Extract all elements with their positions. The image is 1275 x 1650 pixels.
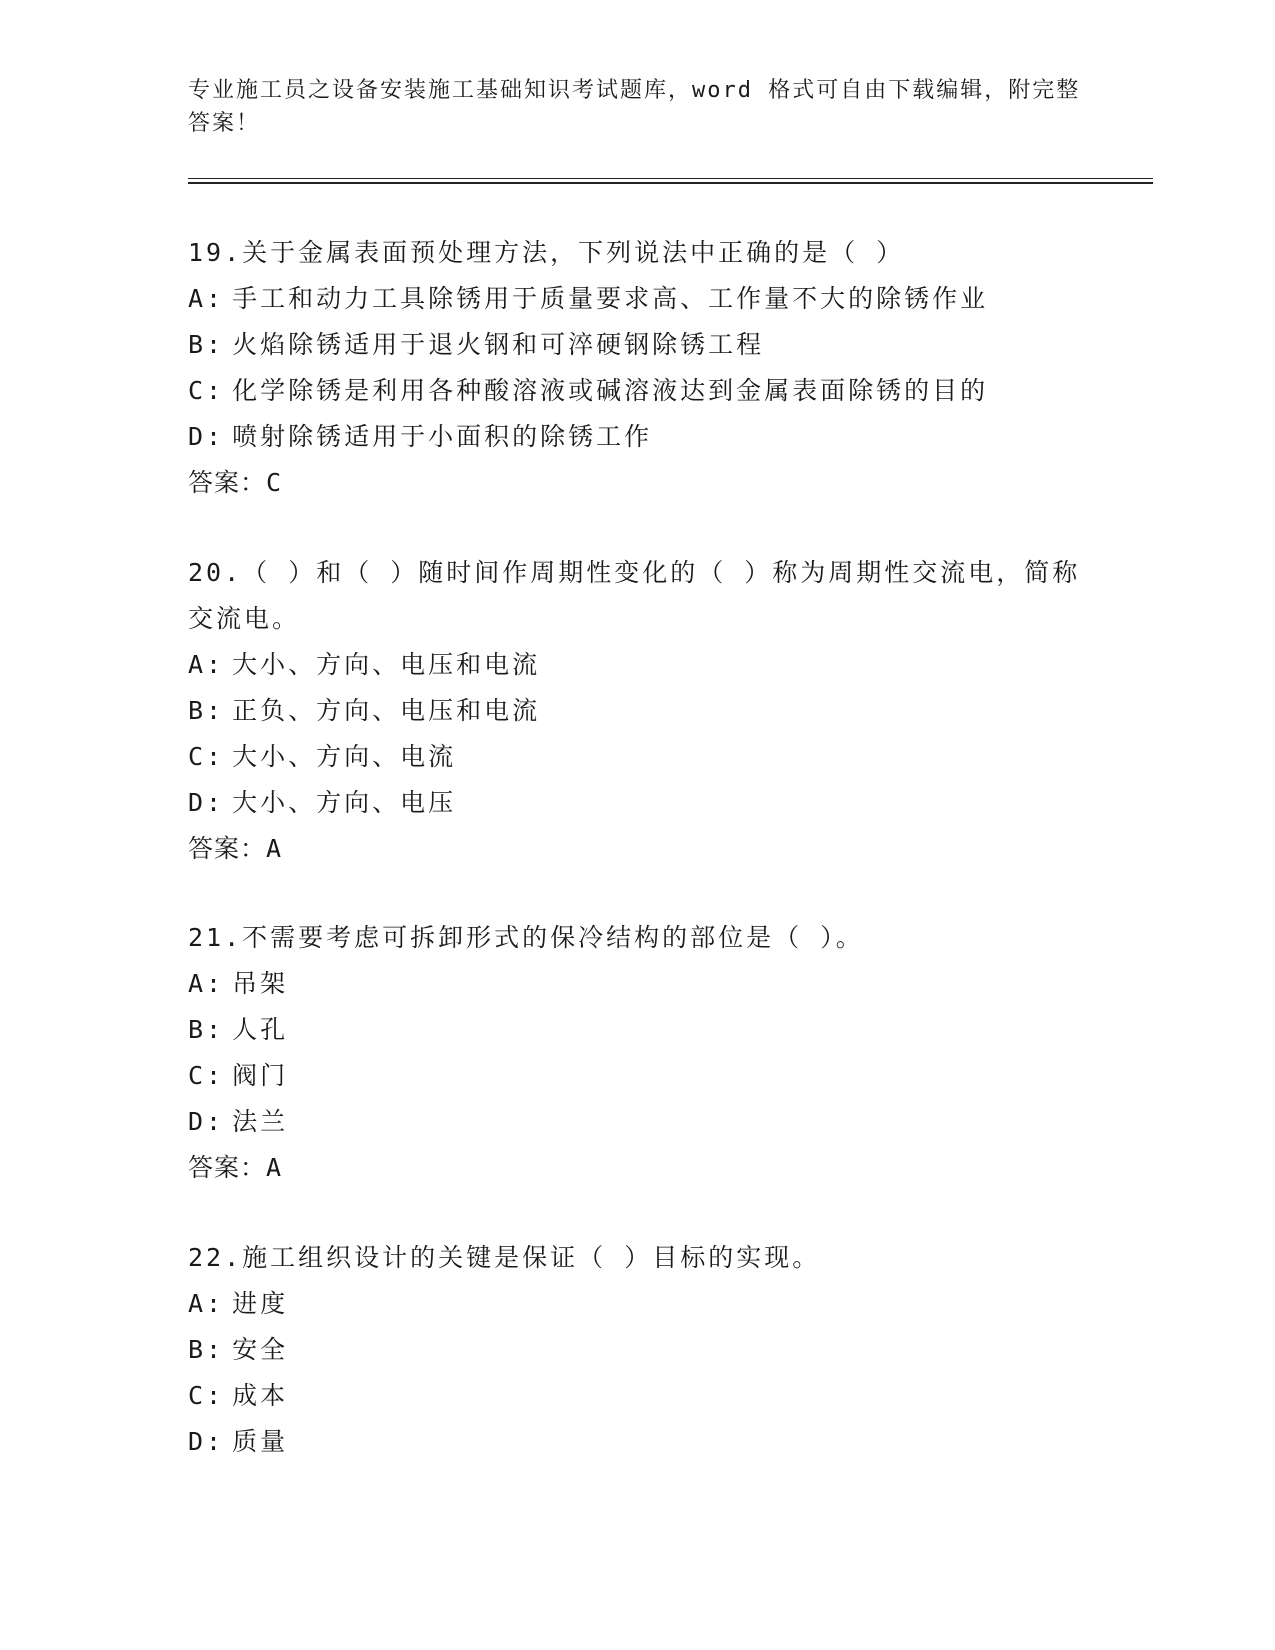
option-key: A: — [188, 969, 225, 998]
question-22 — [188, 1235, 1088, 1465]
option-d — [188, 414, 1088, 460]
option-c — [188, 1373, 1088, 1419]
option-text: 火焰除锈适用于退火钢和可淬硬钢除锈工程 — [232, 330, 765, 359]
option-d — [188, 780, 1088, 826]
option-text: 化学除锈是利用各种酸溶液或碱溶液达到金属表面除锈的目的 — [232, 376, 989, 405]
answer-line — [188, 826, 1088, 872]
question-21 — [188, 915, 1088, 1191]
option-key: B: — [188, 330, 225, 359]
option-text: 正负、方向、电压和电流 — [232, 696, 541, 725]
option-b — [188, 688, 1088, 734]
option-key: B: — [188, 696, 225, 725]
option-key: B: — [188, 1335, 225, 1364]
option-a — [188, 642, 1088, 688]
question-20 — [188, 550, 1088, 872]
option-key: C: — [188, 376, 225, 405]
answer-label: 答案： — [188, 1153, 267, 1182]
option-key: D: — [188, 422, 225, 451]
option-key: C: — [188, 1061, 225, 1090]
option-text: 手工和动力工具除锈用于质量要求高、工作量不大的除锈作业 — [232, 284, 989, 313]
option-text: 喷射除锈适用于小面积的除锈工作 — [232, 422, 653, 451]
option-text: 大小、方向、电压和电流 — [232, 650, 541, 679]
option-key: D: — [188, 788, 225, 817]
header-divider-thick — [188, 182, 1153, 184]
option-text: 人孔 — [232, 1015, 289, 1044]
document-header: 专业施工员之设备安装施工基础知识考试题库，word 格式可自由下载编辑，附完整答案！ — [188, 78, 1081, 136]
question-stem: 19.关于金属表面预处理方法，下列说法中正确的是（ ） — [188, 238, 905, 267]
answer-value: A — [266, 1153, 283, 1182]
question-stem: 22.施工组织设计的关键是保证（ ）目标的实现。 — [188, 1243, 821, 1272]
option-key: D: — [188, 1427, 225, 1456]
option-b — [188, 1327, 1088, 1373]
option-c — [188, 734, 1088, 780]
answer-value: A — [266, 834, 283, 863]
option-text: 成本 — [232, 1381, 289, 1410]
option-text: 法兰 — [232, 1107, 289, 1136]
option-text: 吊架 — [232, 969, 289, 998]
question-stem: 21.不需要考虑可拆卸形式的保冷结构的部位是（ ）。 — [188, 923, 864, 952]
option-key: A: — [188, 650, 225, 679]
answer-line — [188, 1145, 1088, 1191]
option-text: 进度 — [232, 1289, 289, 1318]
option-b — [188, 322, 1088, 368]
question-stem: 20.（ ）和（ ）随时间作周期性变化的（ ）称为周期性交流电，简称交流电。 — [188, 558, 1081, 633]
option-a — [188, 276, 1088, 322]
option-text: 大小、方向、电压 — [232, 788, 457, 817]
option-key: A: — [188, 284, 225, 313]
option-b — [188, 1007, 1088, 1053]
option-key: C: — [188, 742, 225, 771]
option-key: A: — [188, 1289, 225, 1318]
option-c — [188, 1053, 1088, 1099]
option-a — [188, 1281, 1088, 1327]
option-text: 质量 — [232, 1427, 289, 1456]
option-key: D: — [188, 1107, 225, 1136]
answer-label: 答案： — [188, 468, 267, 497]
answer-label: 答案： — [188, 834, 267, 863]
question-19 — [188, 230, 1088, 506]
answer-value: C — [266, 468, 283, 497]
option-c — [188, 368, 1088, 414]
option-text: 安全 — [232, 1335, 289, 1364]
option-key: C: — [188, 1381, 225, 1410]
option-text: 大小、方向、电流 — [232, 742, 457, 771]
header-divider-thin — [188, 178, 1153, 179]
option-d — [188, 1099, 1088, 1145]
option-key: B: — [188, 1015, 225, 1044]
option-text: 阀门 — [232, 1061, 289, 1090]
option-d — [188, 1419, 1088, 1465]
answer-line — [188, 460, 1088, 506]
option-a — [188, 961, 1088, 1007]
